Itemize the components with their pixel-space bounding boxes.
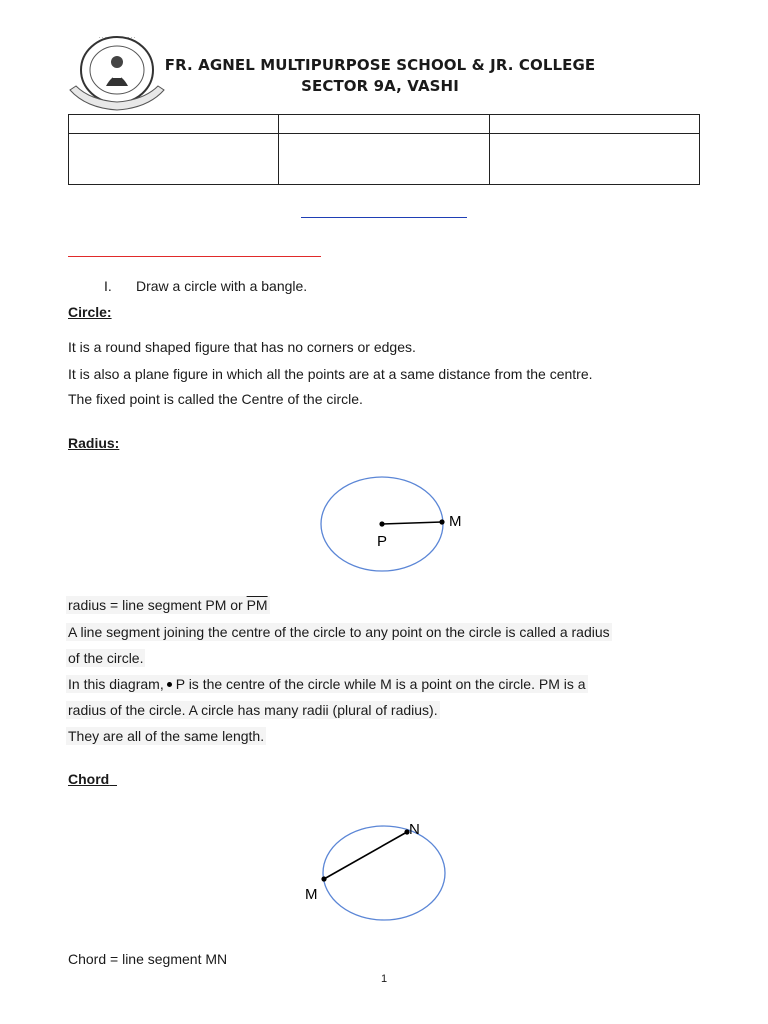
chord-label-n: N <box>409 821 420 838</box>
radius-definition: of the circle. <box>68 650 144 666</box>
radius-segment <box>382 522 442 524</box>
radius-line: radius of the circle. A circle has many radii (plural of radius). <box>68 702 438 718</box>
school-address: SECTOR 9A, VASHI <box>301 77 459 95</box>
centre-label-p: P <box>377 533 388 550</box>
table-cell <box>279 134 489 185</box>
table-cell <box>69 134 279 185</box>
title-rule <box>301 217 467 218</box>
chord-heading-text: Chord <box>68 771 110 787</box>
student-info-table <box>68 114 700 185</box>
radius-line: They are all of the same length. <box>68 728 265 744</box>
radius-formula-prefix: radius = line segment PM or <box>68 597 247 613</box>
circle-line: It is also a plane figure in which all the points are at a same distance from the centre. <box>68 366 593 382</box>
chord-end-m <box>321 876 326 881</box>
table-cell <box>489 134 699 185</box>
chord-diagram <box>290 815 460 945</box>
subtitle-rule <box>68 256 321 257</box>
circle-line: It is a round shaped figure that has no corners or edges. <box>68 339 416 355</box>
radius-formula <box>66 596 270 614</box>
page-number: 1 <box>380 973 388 985</box>
point-label-m: M <box>449 513 462 530</box>
chord-heading <box>68 770 117 788</box>
radius-diagram <box>300 470 500 580</box>
table-cell <box>489 115 699 134</box>
circle-line: The fixed point is called the Centre of the circle. <box>68 391 363 407</box>
radius-formula-overline: $\overline{PM}$ <box>246 597 268 613</box>
chord-label-m: M <box>305 886 318 903</box>
radius-definition: A line segment joining the centre of the circle to any point on the circle is called a radius <box>68 624 610 640</box>
school-name: FR. AGNEL MULTIPURPOSE SCHOOL & JR. COLLEGE <box>164 56 596 74</box>
centre-point <box>379 521 384 526</box>
circle-outline <box>323 826 445 920</box>
note-start: In this diagram, <box>68 676 164 692</box>
chord-segment <box>324 832 407 879</box>
bullet-icon <box>167 682 172 687</box>
task-number: I. <box>104 278 112 294</box>
table-cell <box>279 115 489 134</box>
radius-heading: Radius: <box>68 435 120 451</box>
task-text: Draw a circle with a bangle. <box>136 278 308 294</box>
radius-diagram-note <box>66 675 588 693</box>
svg-text:· · · · · · · · · · · ·: · · · · · · · · · · · · <box>98 35 136 41</box>
point-on-circle <box>439 519 444 524</box>
note-end: P is the centre of the circle while M is a point on the circle. PM is a <box>175 676 586 692</box>
circle-heading: Circle: <box>68 304 112 320</box>
table-cell <box>69 115 279 134</box>
chord-definition: Chord = line segment MN <box>68 951 228 967</box>
